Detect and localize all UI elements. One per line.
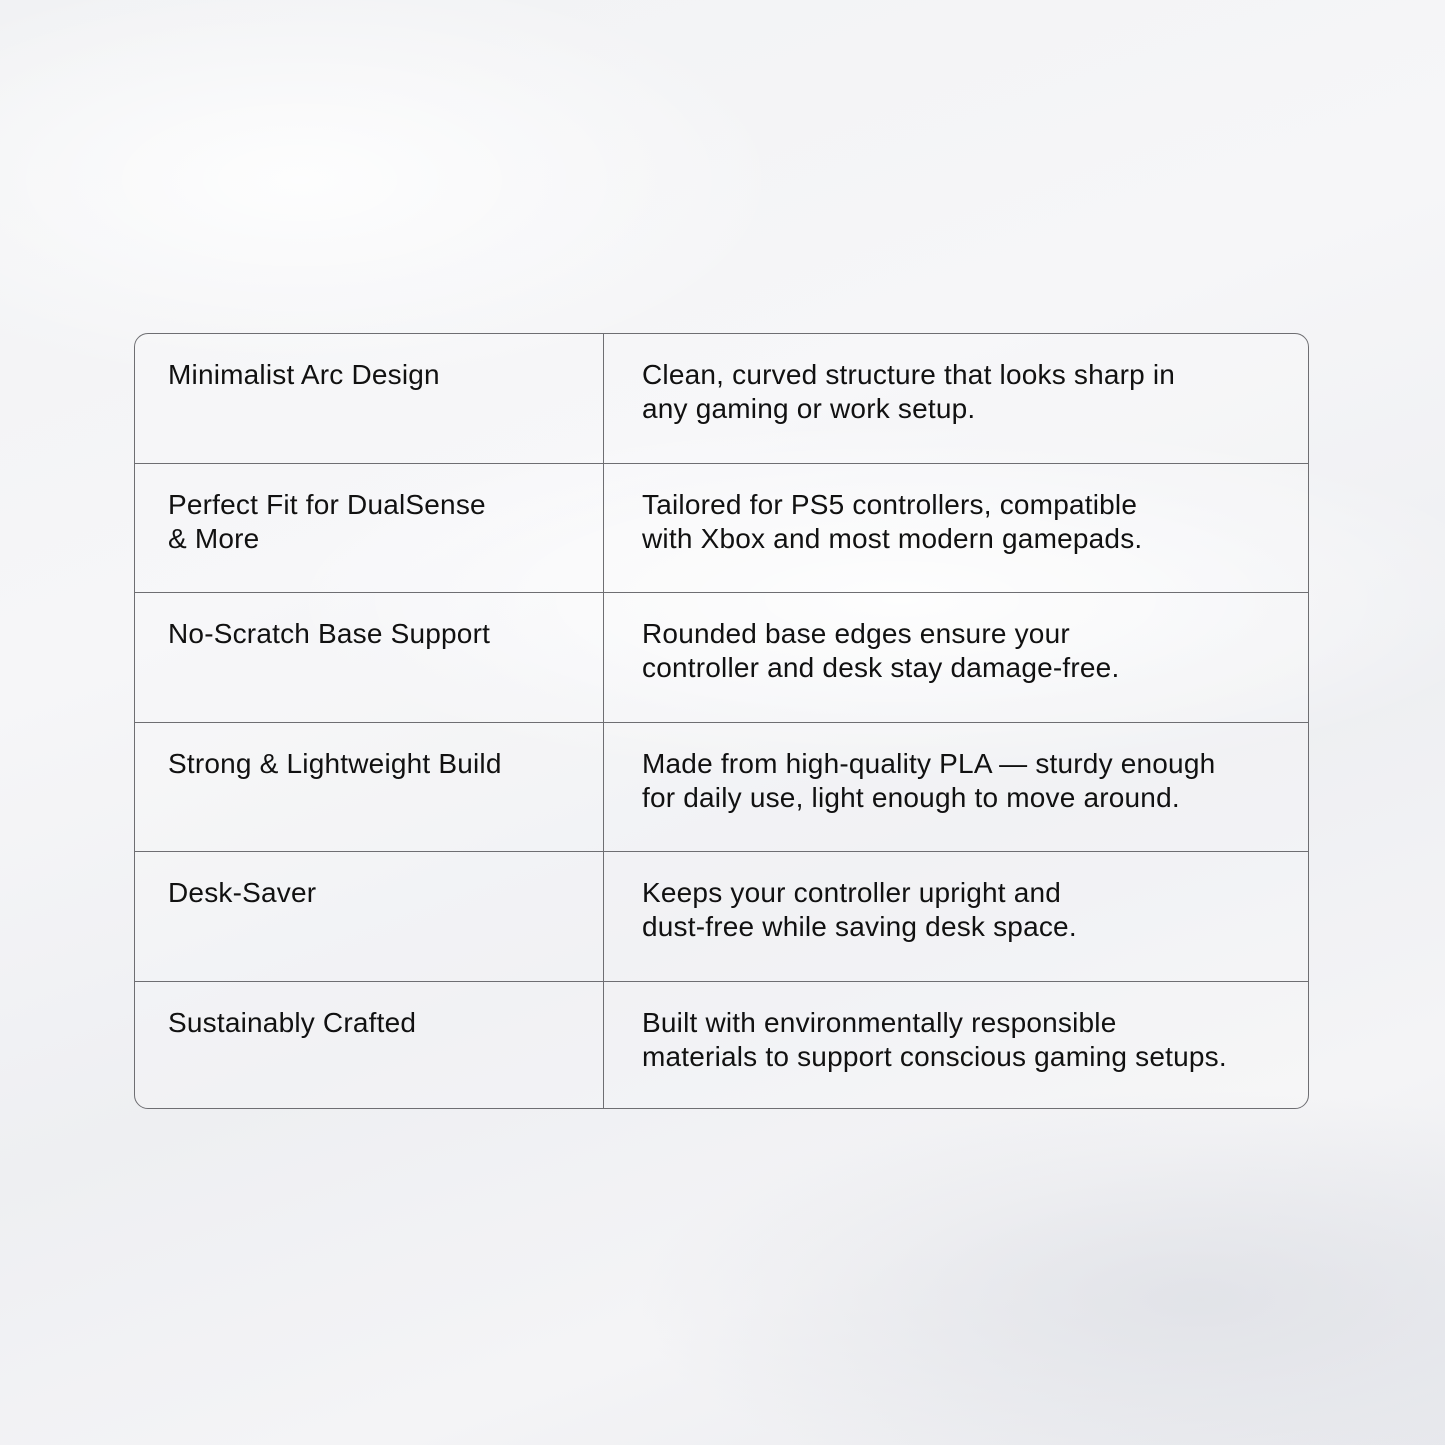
feature-name-cell [135,334,604,463]
feature-description-cell [604,334,1308,463]
feature-name: Strong & Lightweight Build [168,747,502,779]
feature-description-cell [604,723,1308,852]
feature-description: materials to support conscious gaming setups. [642,1040,1227,1072]
feature-name: Sustainably Crafted [168,1006,417,1038]
feature-description: Clean, curved structure that looks sharp in [642,359,1176,390]
feature-name-cell [135,464,604,593]
feature-description-cell [604,464,1308,593]
feature-description: any gaming or work setup. [642,393,976,424]
feature-description: for daily use, light enough to move around. [642,781,1180,813]
feature-name: Minimalist Arc Design [168,359,440,390]
table-row [135,593,1308,723]
feature-description: controller and desk stay damage-free. [642,652,1120,684]
feature-description: Made from high-quality PLA — sturdy enough [642,747,1216,779]
feature-name: Perfect Fit for DualSense [168,488,486,520]
feature-description: Keeps your controller upright and [642,877,1062,909]
feature-description: dust-free while saving desk space. [642,911,1077,943]
feature-name-cell [135,852,604,981]
feature-name-cell [135,723,604,852]
feature-description: with Xbox and most modern gamepads. [642,522,1143,554]
feature-name: & More [168,522,260,554]
table-row [135,334,1308,464]
table-row [135,852,1308,982]
feature-table [134,333,1309,1109]
feature-name-cell [135,982,604,1109]
feature-name: Desk-Saver [168,877,317,909]
table-row [135,982,1308,1109]
table-row [135,723,1308,853]
feature-description: Built with environmentally responsible [642,1006,1117,1038]
feature-description: Tailored for PS5 controllers, compatible [642,488,1138,520]
feature-name-cell [135,593,604,722]
feature-name: No-Scratch Base Support [168,618,491,650]
feature-description-cell [604,852,1308,981]
feature-description-cell [604,982,1308,1109]
feature-description-cell [604,593,1308,722]
table-row [135,464,1308,594]
feature-description: Rounded base edges ensure your [642,618,1070,650]
